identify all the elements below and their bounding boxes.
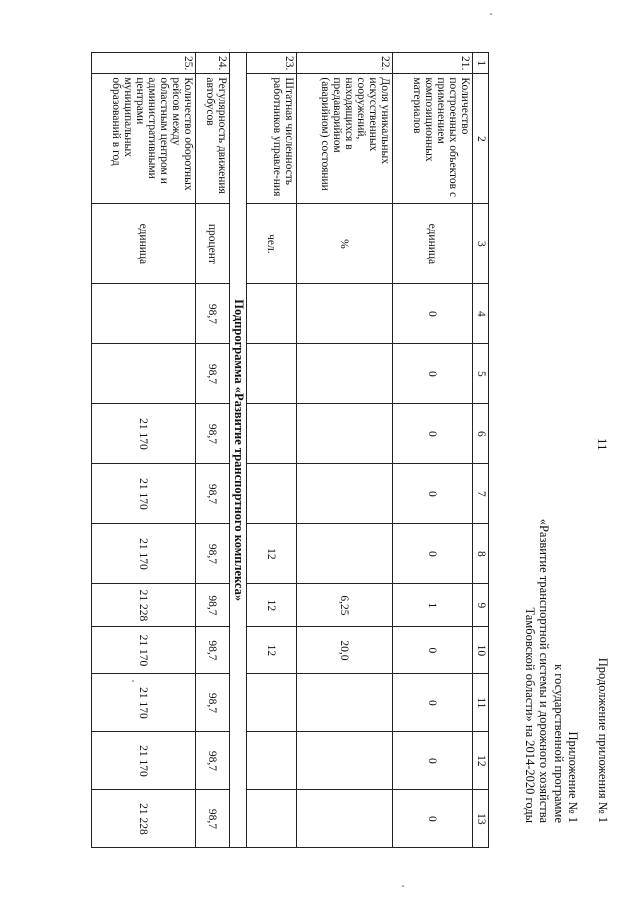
row-number: 24.: [196, 53, 230, 74]
value-cell: [297, 790, 393, 848]
value-cell: 0: [393, 524, 473, 584]
column-number-row: [473, 53, 489, 848]
scan-speck: [490, 13, 492, 15]
unit-cell: чел.: [247, 204, 297, 284]
value-cell: 98,7: [196, 344, 230, 404]
value-cell: [247, 732, 297, 790]
value-cell: 21 170: [92, 404, 196, 464]
value-cell: [247, 790, 297, 848]
value-cell: [247, 284, 297, 344]
header-continuation: Продолжение приложения № 1: [596, 657, 610, 823]
value-cell: [297, 674, 393, 732]
indicators-table: [91, 52, 489, 848]
row-number: 23.: [247, 53, 297, 74]
col-num-1: 1: [473, 53, 489, 74]
table-row: [92, 53, 196, 848]
value-cell: [92, 284, 196, 344]
col-num-11: 11: [473, 674, 489, 732]
value-cell: 21 170: [92, 627, 196, 674]
value-cell: [92, 344, 196, 404]
col-num-10: 10: [473, 627, 489, 674]
col-num-4: 4: [473, 284, 489, 344]
table-row: [297, 53, 393, 848]
header-program-years: Тамбовской области» на 2014-2020 годы: [523, 607, 537, 823]
indicator-name: Доля уникальных искусственных сооружений, находящихся в предаварийном (аварийном) состоянии: [297, 74, 393, 204]
value-cell: [297, 524, 393, 584]
value-cell: 98,7: [196, 464, 230, 524]
col-num-7: 7: [473, 464, 489, 524]
unit-cell: процент: [196, 204, 230, 284]
value-cell: 12: [247, 627, 297, 674]
value-cell: 0: [393, 284, 473, 344]
value-cell: 21 170: [92, 464, 196, 524]
appendix-header: [523, 519, 611, 823]
value-cell: 0: [393, 404, 473, 464]
col-num-13: 13: [473, 790, 489, 848]
subprogram-title: Подпрограмма «Развитие транспортного комплекса»: [230, 53, 247, 848]
page-number: 11: [595, 438, 610, 451]
unit-cell: единица: [92, 204, 196, 284]
col-num-5: 5: [473, 344, 489, 404]
value-cell: 98,7: [196, 627, 230, 674]
value-cell: 0: [393, 464, 473, 524]
value-cell: 21 228: [92, 790, 196, 848]
indicator-name: Штатная численность работников управле-ния: [247, 74, 297, 204]
header-program: к государственной программе: [552, 664, 566, 823]
value-cell: 0: [393, 790, 473, 848]
col-num-3: 3: [473, 204, 489, 284]
value-cell: 12: [247, 524, 297, 584]
unit-cell: %: [297, 204, 393, 284]
value-cell: 98,7: [196, 524, 230, 584]
col-num-6: 6: [473, 404, 489, 464]
value-cell: 21 170: [92, 674, 196, 732]
col-num-9: 9: [473, 584, 489, 627]
value-cell: 0: [393, 674, 473, 732]
subprogram-row: [230, 53, 247, 848]
value-cell: 12: [247, 584, 297, 627]
indicator-name: Регулярность движения автобусов: [196, 74, 230, 204]
table-row: [393, 53, 473, 848]
value-cell: 20,0: [297, 627, 393, 674]
scan-speck: [402, 885, 404, 887]
header-appendix: Приложение № 1: [566, 731, 581, 823]
scan-speck: [132, 680, 134, 682]
value-cell: 0: [393, 627, 473, 674]
value-cell: [297, 404, 393, 464]
value-cell: 6,25: [297, 584, 393, 627]
value-cell: 98,7: [196, 284, 230, 344]
col-num-2: 2: [473, 74, 489, 204]
value-cell: 98,7: [196, 404, 230, 464]
value-cell: [297, 732, 393, 790]
indicator-name: Количество построенных объектов с применением композиционных материалов: [393, 74, 473, 204]
header-program-title: «Развитие транспортной системы и дорожного хозяйства: [537, 518, 552, 823]
table-row: [247, 53, 297, 848]
value-cell: [247, 674, 297, 732]
value-cell: 21 170: [92, 732, 196, 790]
col-num-8: 8: [473, 524, 489, 584]
value-cell: [247, 344, 297, 404]
indicator-name: Количество оборотных рейсов между областным центром и административными центрами муниципальных образований в год: [92, 74, 196, 204]
value-cell: [297, 464, 393, 524]
value-cell: 98,7: [196, 674, 230, 732]
value-cell: 0: [393, 732, 473, 790]
table-row: [196, 53, 230, 848]
value-cell: 98,7: [196, 584, 230, 627]
value-cell: 98,7: [196, 790, 230, 848]
value-cell: [297, 344, 393, 404]
row-number: 21.: [393, 53, 473, 74]
row-number: 25.: [92, 53, 196, 74]
value-cell: [247, 464, 297, 524]
value-cell: 21 228: [92, 584, 196, 627]
row-number: 22.: [297, 53, 393, 74]
unit-cell: единица: [393, 204, 473, 284]
value-cell: 98,7: [196, 732, 230, 790]
value-cell: [247, 404, 297, 464]
value-cell: [297, 284, 393, 344]
value-cell: 1: [393, 584, 473, 627]
value-cell: 0: [393, 344, 473, 404]
col-num-12: 12: [473, 732, 489, 790]
value-cell: 21 170: [92, 524, 196, 584]
